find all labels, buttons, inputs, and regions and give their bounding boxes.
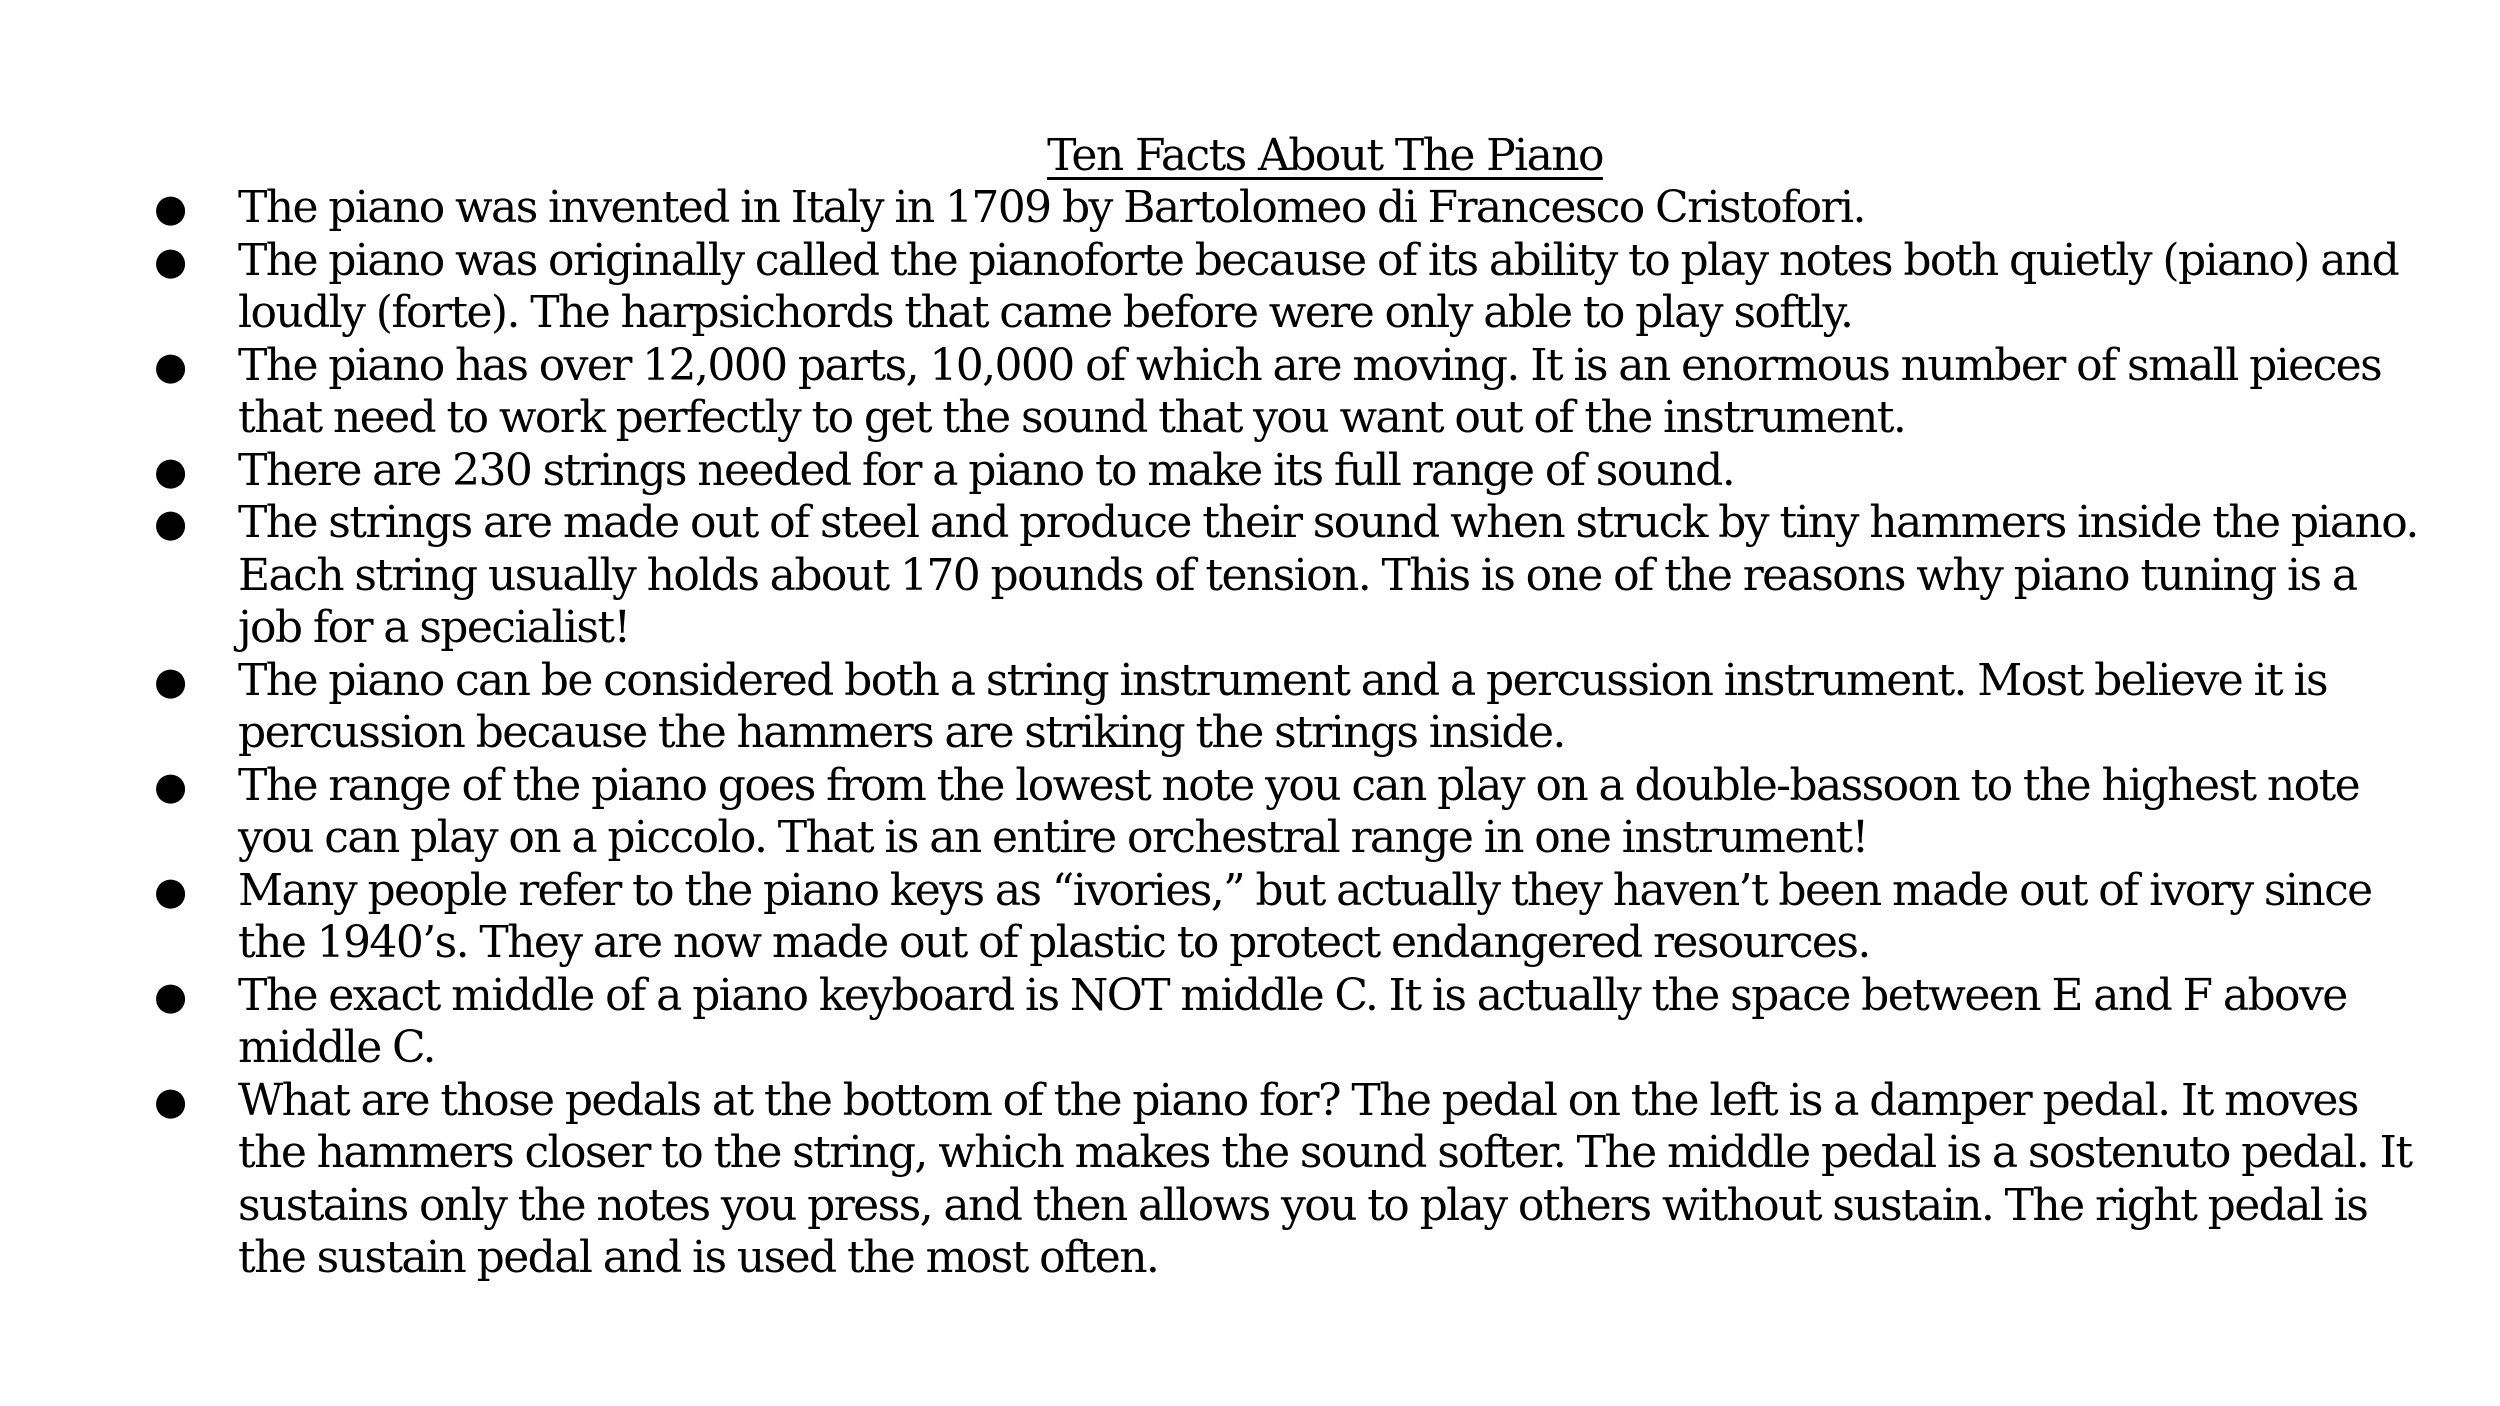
list-item (0, 497, 2418, 655)
list-item (0, 235, 2418, 340)
bullet-icon: ● (154, 343, 188, 388)
fact-text: The piano was originally called the pianoforte because of its ability to play notes both quietly (piano) and loudly (forte). The harpsichords that came before were only able to play softly. (238, 234, 2399, 338)
fact-text: The range of the piano goes from the lowest note you can play on a double-bassoon to the highest note you can play on a piccolo. That is an entire orchestral range in one instrument! (238, 759, 2360, 863)
fact-text: The piano can be considered both a string instrument and a percussion instrument. Most believe it is percussion because the hammers are striking the strings inside. (238, 654, 2327, 758)
list-item (0, 865, 2418, 970)
bullet-icon: ● (154, 186, 188, 230)
list-item (0, 655, 2418, 760)
list-item (0, 182, 2418, 235)
bullet-icon: ● (154, 501, 188, 545)
fact-text: The exact middle of a piano keyboard is NOT middle C. It is actually the space between E and F above middle C. (238, 969, 2347, 1073)
list-item (0, 340, 2418, 445)
bullet-icon: ● (154, 448, 188, 493)
fact-list (0, 182, 2500, 1285)
list-item (0, 760, 2418, 865)
fact-text: What are those pedals at the bottom of the piano for? The pedal on the left is a damper pedal. It moves the hammers closer to the string, which makes the sound softer. The middle pedal is a sostenuto pedal. It sustains only the notes you press, and then allows you to play others without sustain. The right pedal is the sustain pedal and is used the most often. (238, 1074, 2412, 1283)
bullet-icon: ● (154, 763, 188, 808)
document-title: Ten Facts About The Piano (1047, 130, 1603, 181)
bullet-icon: ● (154, 973, 188, 1018)
bullet-icon: ● (154, 868, 188, 913)
bullet-icon: ● (154, 1078, 188, 1123)
fact-text: The piano has over 12,000 parts, 10,000 of which are moving. It is an enormous number of small pieces that need to work perfectly to get the sound that you want out of the instrument. (238, 339, 2382, 443)
list-item (0, 970, 2418, 1075)
fact-text: There are 230 strings needed for a piano to make its full range of sound. (238, 444, 1735, 496)
list-item (0, 1075, 2418, 1285)
fact-text: The strings are made out of steel and produce their sound when struck by tiny hammers inside the piano. Each string usually holds about 170 pounds of tension. This is one of the reasons why piano tuning is a job for a specialist! (238, 497, 2418, 653)
bullet-icon: ● (154, 658, 188, 703)
list-item (0, 445, 2418, 498)
fact-text: Many people refer to the piano keys as “ivories,” but actually they haven’t been made out of ivory since the 1940’s. They are now made out of plastic to protect endangered resources. (238, 864, 2372, 968)
fact-text: The piano was invented in Italy in 1709 by Bartolomeo di Francesco Cristofori. (238, 182, 1865, 233)
bullet-icon: ● (154, 238, 188, 283)
